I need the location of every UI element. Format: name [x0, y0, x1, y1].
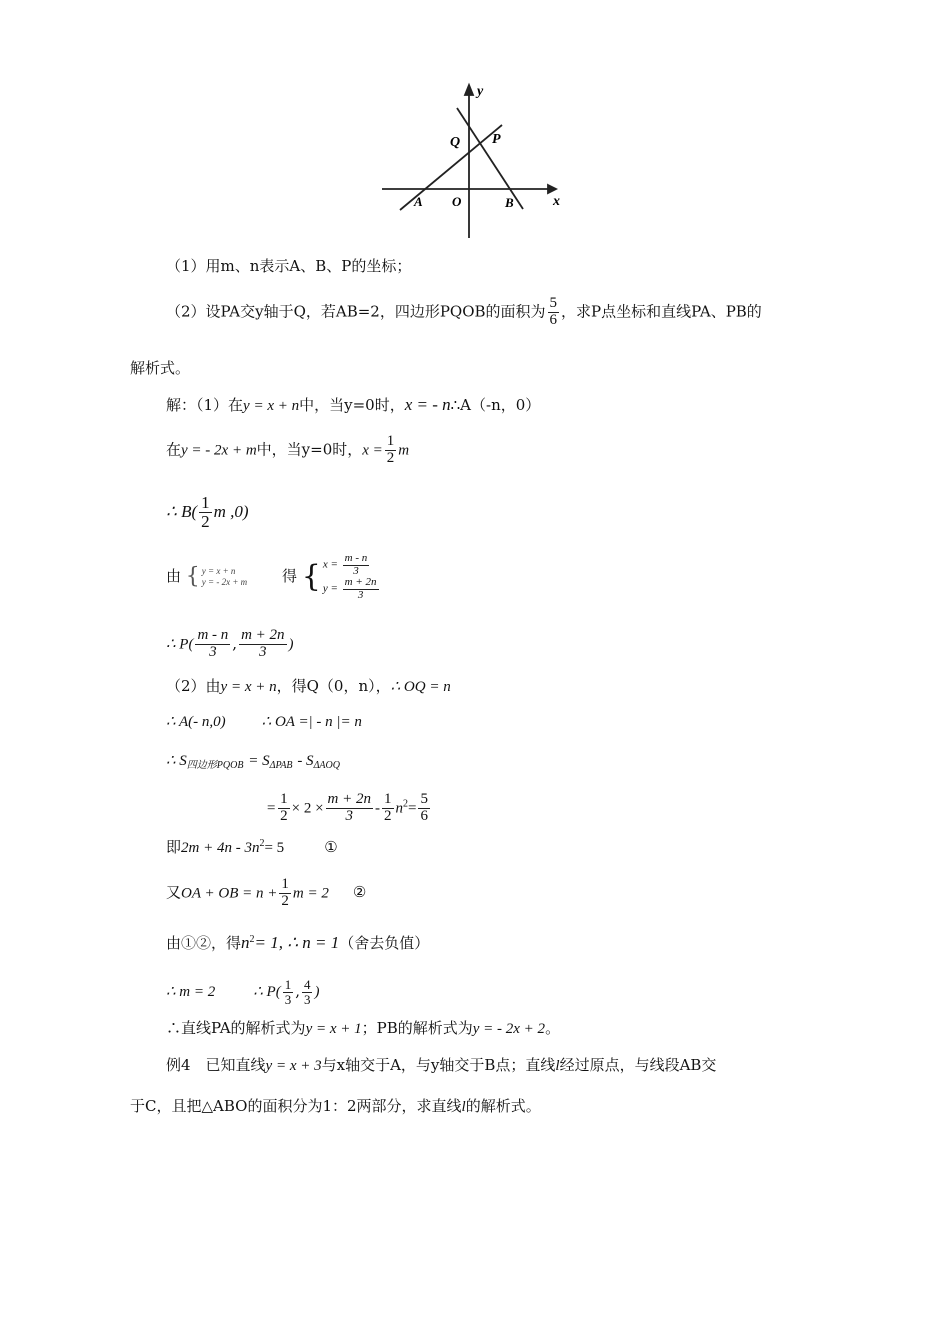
s8-S: ∴ S	[166, 753, 187, 769]
ex4-text-d: 于C，且把△ABO的面积分为1：2两部分，求直线	[130, 1097, 462, 1115]
s1-x-value: x = - n	[404, 395, 451, 414]
q2-frac-num: 5	[549, 295, 558, 311]
s1-equation: y = x + n	[243, 398, 300, 414]
s9-fraction-3	[382, 792, 394, 825]
s5-fraction-1	[195, 628, 230, 661]
s6-equation: y = x + n	[220, 679, 277, 695]
ex4-text-e: 的解析式。	[465, 1097, 541, 1115]
s4-brace-right: {	[301, 559, 321, 595]
s12-text-b: = 1, ∴ n = 1	[254, 933, 340, 952]
s9-frac2-den: 3	[345, 807, 354, 824]
s5-frac2-num: m + 2n	[241, 627, 285, 643]
s9-frac3-num: 1	[384, 791, 392, 807]
s5-text-b: )	[288, 636, 294, 653]
s10-text-a: 即	[166, 838, 182, 856]
s6-text-b: ，得Q（0，n），	[276, 677, 391, 695]
s12-text-c: （舍去负值）	[339, 934, 430, 952]
x-axis-arrow	[548, 185, 556, 193]
s2-frac-num: 1	[386, 433, 395, 449]
s4-x-num: m - n	[344, 552, 368, 564]
s10-equation: 2m + 4n - 3n	[181, 840, 260, 856]
s1-text-a: 解：（1）在	[166, 396, 244, 414]
s4-sys-eq1: y = x + n	[201, 566, 236, 577]
ex4-text-c: 经过原点，与线段AB交	[559, 1056, 717, 1074]
s4-solution	[323, 553, 381, 601]
s4-text-a: 由	[166, 567, 182, 586]
s13-fraction-2	[302, 978, 313, 1006]
s10-circle-1: ①	[324, 838, 338, 856]
s9-equals-2: =	[408, 800, 417, 817]
s12-n: n	[241, 933, 250, 952]
s10-equals-5: = 5	[264, 840, 285, 856]
s6-text-a: （2）由	[166, 677, 221, 695]
ex4-line-l-2: l	[461, 1099, 466, 1115]
s11-text-a: 又	[166, 883, 182, 902]
s3-text-a: ∴ B(	[166, 501, 198, 521]
label-A: A	[414, 194, 423, 209]
s13-frac1-num: 1	[284, 977, 292, 992]
s9-frac1-num: 1	[280, 791, 288, 807]
question-1: （1）用m、n表示A、B、P的坐标；	[166, 257, 412, 275]
label-O: O	[452, 194, 462, 209]
s3-fraction	[199, 494, 212, 531]
s11-frac-num: 1	[281, 876, 289, 892]
s9-fraction-4	[418, 792, 430, 825]
s9-n: n	[395, 800, 404, 817]
s9-fraction-1	[278, 792, 290, 825]
q2-text-a: （2）设PA交y轴于Q，若AB=2，四边形PQOB的面积为	[166, 302, 546, 321]
s9-frac4-num: 5	[420, 791, 428, 807]
s14-text-c: 。	[545, 1019, 561, 1037]
s9-sup: 2	[403, 798, 409, 810]
s2-fraction	[385, 434, 397, 467]
solution-line-8	[166, 751, 340, 772]
s9-frac2-num: m + 2n	[327, 791, 372, 807]
s4-y: y =	[322, 582, 338, 595]
y-axis-arrow	[465, 85, 473, 95]
label-y: y	[477, 84, 484, 99]
s11-frac-den: 2	[281, 892, 289, 909]
s4-y-row	[323, 577, 381, 601]
s9-equals: =	[266, 800, 277, 817]
s11-text-b: m = 2	[292, 885, 329, 902]
s4-y-den: 3	[357, 588, 364, 601]
s9-frac1-den: 2	[280, 807, 288, 824]
solution-line-14	[166, 1019, 560, 1038]
solution-line-2	[166, 434, 409, 467]
question-2	[166, 296, 762, 329]
s3-frac-den: 2	[201, 511, 210, 531]
label-P: P	[492, 132, 501, 147]
s9-minus: -	[375, 800, 381, 817]
s11-equation: OA + OB = n +	[181, 885, 278, 902]
solution-line-10	[166, 838, 338, 857]
coordinate-figure	[0, 0, 950, 260]
s14-equation-pb: y = - 2x + 2	[472, 1021, 546, 1037]
s2-m: m	[398, 442, 410, 459]
s13-text-b: ∴ P(	[253, 984, 281, 1001]
s9-times: × 2 ×	[291, 800, 324, 817]
s14-text-a: ∴直线PA的解析式为	[166, 1019, 306, 1037]
s4-brace-left: {	[185, 564, 200, 590]
s4-x-den: 3	[353, 564, 359, 577]
s4-x: x =	[322, 558, 338, 571]
solution-line-11	[166, 877, 366, 910]
s12-sup: 2	[249, 934, 255, 945]
s11-fraction	[279, 877, 291, 910]
solution-line-3	[166, 494, 249, 531]
solution-line-7	[166, 712, 362, 731]
solution-line-1	[166, 395, 540, 415]
s4-sys-eq2: y = - 2x + m	[201, 577, 248, 588]
s13-comma: ,	[295, 982, 300, 1001]
question-2-cont: 解析式。	[130, 359, 191, 377]
s3-text-b: m ,0)	[213, 501, 249, 521]
s2-text-a: 在	[166, 440, 182, 459]
s4-y-num: m + 2n	[344, 576, 377, 589]
s8-minus-S: - S	[297, 753, 314, 769]
s8-sub-aoq: ΔAOQ	[313, 760, 340, 771]
s8-sub-pqob: 四边形PQOB	[186, 760, 244, 771]
s5-comma: ,	[232, 634, 238, 653]
q2-fraction	[548, 296, 560, 329]
s5-fraction-2	[239, 628, 286, 661]
s5-frac2-den: 3	[259, 643, 267, 660]
ex4-text-b: 与x轴交于A，与y轴交于B点；直线	[321, 1056, 556, 1074]
s14-equation-pa: y = x + 1	[305, 1021, 362, 1037]
s1-point-A: ∴A（-n，0）	[450, 396, 541, 414]
s2-frac-den: 2	[386, 449, 395, 466]
s1-text-b: 中，当y=0时，	[299, 396, 405, 414]
label-x: x	[553, 194, 560, 209]
s13-frac2-den: 3	[303, 991, 311, 1007]
s3-frac-num: 1	[201, 493, 210, 512]
example-4-cont	[130, 1097, 541, 1116]
solution-line-12	[166, 933, 429, 953]
q2-text-b: ，求P点坐标和直线PA、PB的	[561, 302, 762, 321]
solution-line-4	[166, 553, 381, 601]
label-B: B	[505, 195, 514, 210]
ex4-line-l: l	[555, 1058, 560, 1074]
s8-eq-S: = S	[248, 753, 270, 769]
s5-frac1-den: 3	[209, 643, 217, 660]
q2-frac-den: 6	[549, 311, 558, 328]
s2-equation: y = - 2x + m	[181, 442, 257, 459]
s8-sub-pab: ΔPAB	[269, 760, 293, 771]
s13-text-a: ∴ m = 2	[166, 984, 216, 1001]
s4-y-fraction	[343, 577, 379, 601]
s13-frac2-num: 4	[303, 977, 311, 992]
solution-line-6	[166, 677, 451, 696]
s13-frac1-den: 3	[284, 991, 292, 1007]
s5-text-a: ∴ P(	[166, 636, 194, 653]
line-PB	[457, 108, 523, 209]
s9-frac4-den: 6	[420, 807, 428, 824]
s9-frac3-den: 2	[384, 807, 392, 824]
solution-line-5	[166, 628, 294, 661]
s2-x: x =	[362, 442, 383, 459]
s4-x-row	[323, 553, 381, 577]
ex4-equation: y = x + 3	[265, 1058, 322, 1074]
s6-text-c: ∴ OQ = n	[390, 679, 451, 695]
s11-circle-2: ②	[352, 883, 367, 902]
s4-system	[202, 566, 247, 588]
s9-fraction-2	[326, 792, 373, 825]
s2-text-b: 中，当y=0时，	[256, 440, 363, 459]
solution-line-13	[166, 978, 319, 1006]
s10-sup: 2	[259, 838, 265, 849]
s14-text-b: ；PB的解析式为	[361, 1019, 473, 1037]
s7-text-b: ∴ OA =| - n |= n	[261, 714, 362, 730]
s4-x-fraction	[343, 553, 370, 577]
s13-text-d: )	[314, 984, 320, 1001]
s7-text-a: ∴ A(- n,0)	[166, 714, 226, 730]
s4-text-b: 得	[281, 567, 297, 586]
s13-fraction-1	[283, 978, 294, 1006]
s12-text-a: 由①②，得	[166, 934, 242, 952]
example-4	[166, 1056, 716, 1075]
s5-frac1-num: m - n	[197, 627, 229, 643]
label-Q: Q	[450, 135, 461, 150]
solution-line-9	[266, 792, 432, 825]
ex4-text-a: 例4 已知直线	[166, 1056, 266, 1074]
